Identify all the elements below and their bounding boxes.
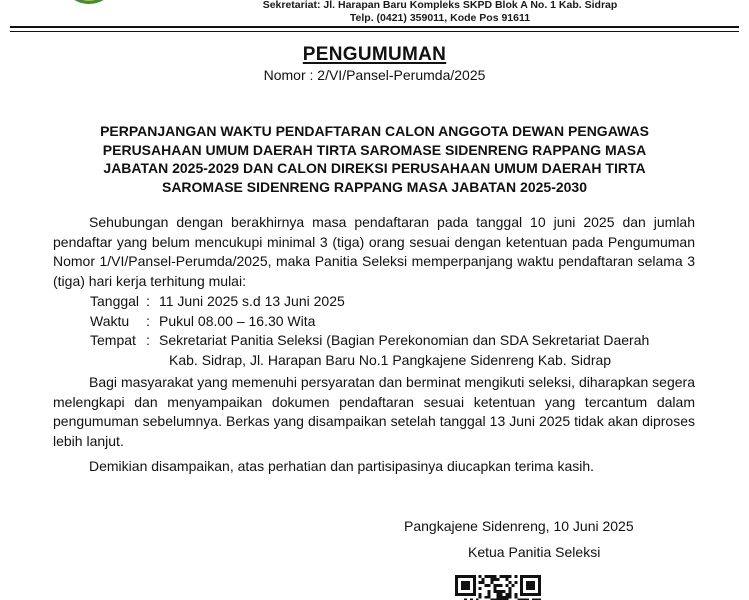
letterhead-contact: Telp. (0421) 359011, Kode Pos 91611 bbox=[349, 12, 531, 24]
letterhead-rule-thick bbox=[10, 26, 739, 28]
detail-value-place-cont: Kab. Sidrap, Jl. Harapan Baru No.1 Pangkajene Sidenreng Kab. Sidrap bbox=[169, 351, 612, 368]
signature-role: Ketua Panitia Seleksi bbox=[468, 544, 601, 560]
detail-label: Waktu bbox=[90, 312, 130, 329]
regency-logo-icon bbox=[66, 0, 112, 8]
detail-colon: : bbox=[146, 293, 150, 309]
detail-value-date: 11 Juni 2025 s.d 13 Juni 2025 bbox=[159, 293, 345, 309]
detail-label: Tanggal bbox=[90, 293, 140, 309]
letterhead bbox=[150, 0, 730, 25]
subject-line: SAROMASE SIDENRENG RAPPANG MASA JABATAN 2025-2030 bbox=[161, 179, 587, 196]
detail-colon: : bbox=[146, 312, 150, 329]
subject-line: PERUSAHAAN UMUM DAERAH TIRTA SAROMASE SIDENRENG RAPPANG MASA bbox=[102, 141, 647, 158]
detail-row-date bbox=[90, 292, 700, 312]
detail-row-place bbox=[90, 331, 700, 351]
registration-details bbox=[90, 292, 700, 370]
document-number: Nomor : 2/VI/Pansel-Perumda/2025 bbox=[263, 67, 486, 83]
detail-row-time bbox=[90, 312, 700, 332]
body-paragraph-closing: Demikian disampaikan, atas perhatian dan partisipasinya diucapkan terima kasih. bbox=[89, 458, 595, 474]
letterhead-rule-thin bbox=[10, 31, 739, 32]
body-paragraph-requirements: Bagi masyarakat yang memenuhi persyaratan dan berminat mengikuti seleksi, diharapkan segera melengkapi dan menyampaikan dokumen pendaftaran sesuai ketentuan yang tercantum dalam pengumuman sebelumnya. Berkas yang disampaikan setelah tanggal 13 Juni 2025 tidak akan diproses lebih lanjut. bbox=[53, 374, 695, 449]
detail-value-time: Pukul 08.00 – 16.30 Wita bbox=[159, 312, 316, 329]
letterhead-address: Sekretariat: Jl. Harapan Baru Kompleks SKPD Blok A No. 1 Kab. Sidrap bbox=[262, 0, 618, 11]
document-title: PENGUMUMAN bbox=[302, 44, 447, 65]
detail-label: Tempat bbox=[90, 332, 136, 348]
detail-value-place: Sekretariat Panitia Seleksi (Bagian Perekonomian dan SDA Sekretariat Daerah bbox=[159, 332, 650, 348]
subject-line: PERPANJANGAN WAKTU PENDAFTARAN CALON ANGGOTA DEWAN PENGAWAS bbox=[100, 123, 649, 139]
body-paragraph-intro: Sehubungan dengan berakhirnya masa pendaftaran pada tanggal 10 juni 2025 dan jumlah pendaftar yang belum mencukupi minimal 3 (tiga) orang sesuai dengan ketentuan pada Pengumuman Nomor 1/VI/Pansel-Perumda/2025, maka Panitia Seleksi memperpanjang waktu pendaftaran selama 3 (tiga) hari kerja terhitung mulai: bbox=[53, 214, 695, 289]
announcement-subject bbox=[62, 122, 687, 197]
detail-colon: : bbox=[146, 332, 150, 348]
subject-line: JABATAN 2025-2029 DAN CALON DIREKSI PERUSAHAAN UMUM DAERAH TIRTA bbox=[103, 160, 646, 177]
signature-place-date: Pangkajene Sidenreng, 10 Juni 2025 bbox=[404, 518, 634, 534]
qr-code-icon bbox=[455, 575, 541, 600]
